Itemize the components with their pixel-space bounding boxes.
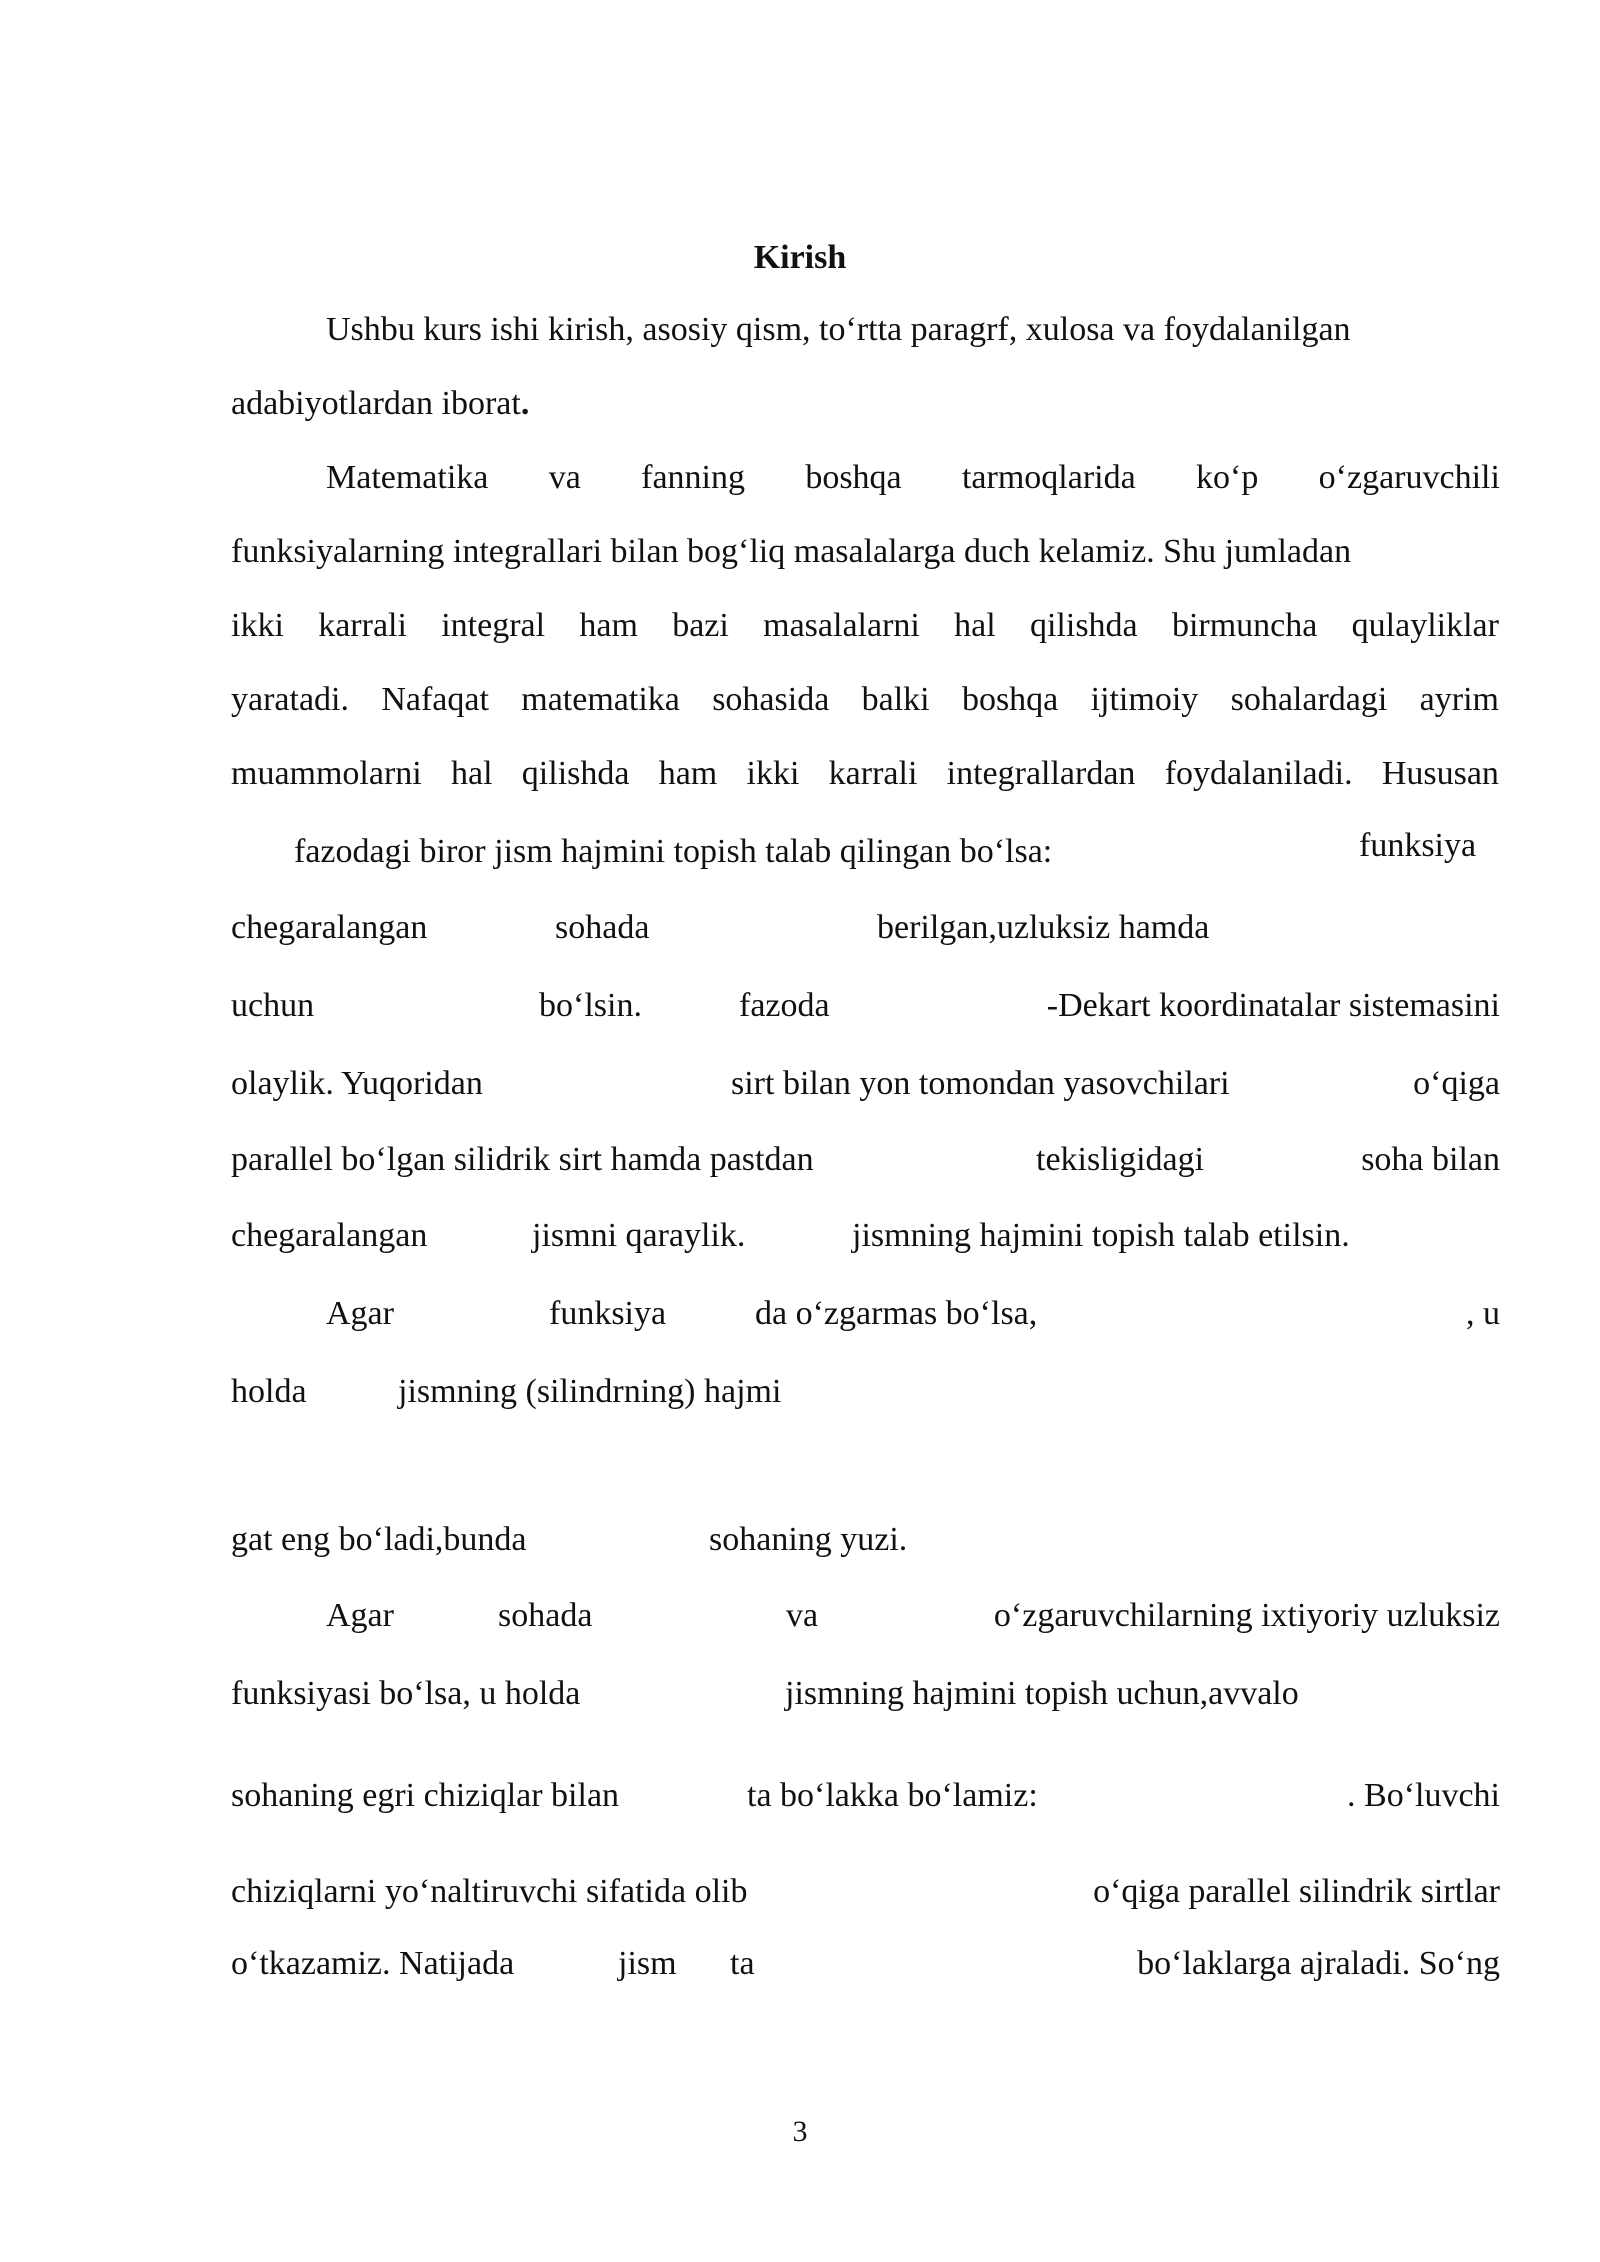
frag-j1: Agar: [326, 1597, 394, 1634]
word: hal: [954, 607, 996, 644]
frag-e3: soha bilan: [1361, 1141, 1500, 1178]
p1-line-2: [231, 382, 529, 426]
word: tarmoqlarida: [961, 459, 1136, 496]
frag-i1: gat eng bo‘ladi,bunda: [231, 1521, 527, 1558]
word: masalalarni: [763, 607, 920, 644]
frag-c1: uchun: [231, 987, 315, 1024]
frag-j3: va: [786, 1597, 819, 1634]
word: sohalardagi: [1230, 681, 1388, 718]
word: bazi: [672, 607, 729, 644]
frag-b1: chegaralangan: [231, 909, 428, 946]
word: sohasida: [712, 681, 830, 718]
frag-h2: jismning (silindrning) hajmi: [398, 1373, 782, 1410]
frag-c3: fazoda: [739, 987, 830, 1024]
word: karrali: [318, 607, 407, 644]
frag-f1: chegaralangan: [231, 1217, 428, 1254]
frag-i2: sohaning yuzi.: [709, 1521, 908, 1558]
frag-l2: ta bo‘lakka bo‘lamiz:: [747, 1777, 1038, 1814]
frag-h1: holda: [231, 1373, 307, 1410]
frag-b2: sohada: [555, 909, 650, 946]
word: ayrim: [1419, 681, 1499, 718]
frag-k1: funksiyasi bo‘lsa, u holda: [231, 1675, 581, 1712]
frag-j2: sohada: [498, 1597, 593, 1634]
word: ham: [658, 755, 718, 792]
p2-line-4: [231, 678, 1499, 722]
frag-l1: sohaning egri chiziqlar bilan: [231, 1777, 620, 1814]
word: qulayliklar: [1351, 607, 1499, 644]
text-run: Ushbu kurs ishi kirish, asosiy qism, to‘rtta paragrf, xulosa va foydalanilgan: [326, 311, 1351, 348]
word: ikki: [231, 607, 284, 644]
frag-c2: bo‘lsin.: [539, 987, 642, 1024]
frag-a2: funksiya: [1359, 827, 1477, 864]
word: karrali: [828, 755, 918, 792]
frag-g1: Agar: [326, 1295, 394, 1332]
frag-g2: funksiya: [549, 1295, 667, 1332]
frag-e2: tekisligidagi: [1036, 1141, 1205, 1178]
text-run: .: [520, 385, 530, 422]
word: boshqa: [805, 459, 902, 496]
p2-line-2: funksiyalarning integrallari bilan bog‘liq masalalarga duch kelamiz. Shu jumladan: [231, 533, 1352, 570]
word: ijtimoiy: [1090, 681, 1199, 718]
frag-c4: -Dekart koordinatalar sistemasini: [1046, 987, 1500, 1024]
word: integrallardan: [946, 755, 1136, 792]
page-number: 3: [792, 2115, 808, 2148]
word: boshqa: [961, 681, 1059, 718]
frag-g3: da o‘zgarmas bo‘lsa,: [755, 1295, 1038, 1332]
word: fanning: [641, 459, 745, 496]
frag-e1: parallel bo‘lgan silidrik sirt hamda pastdan: [231, 1141, 814, 1178]
word: Nafaqat: [381, 681, 489, 718]
word: ko‘p: [1196, 459, 1259, 496]
frag-f3: jismning hajmini topish talab etilsin.: [852, 1217, 1350, 1254]
p2-line-5: [231, 752, 1499, 796]
frag-j4: o‘zgaruvchilarning ixtiyoriy uzluksiz: [993, 1597, 1500, 1634]
frag-a1: fazodagi biror jism hajmini topish talab qilingan bo‘lsa:: [294, 833, 1053, 870]
word: matematika: [521, 681, 680, 718]
frag-b3: berilgan,uzluksiz hamda: [877, 909, 1210, 946]
frag-n1: o‘tkazamiz. Natijada: [231, 1945, 515, 1982]
p2-line-1: [326, 456, 1500, 500]
word: va: [548, 459, 581, 496]
frag-n3: ta: [730, 1945, 755, 1982]
frag-m2: o‘qiga parallel silindrik sirtlar: [1093, 1873, 1500, 1910]
word: yaratadi.: [231, 681, 349, 718]
word: hal: [451, 755, 493, 792]
word: ikki: [746, 755, 800, 792]
text-run: adabiyotlardan iborat: [231, 385, 521, 422]
frag-d3: o‘qiga: [1413, 1065, 1500, 1102]
frag-g4: , u: [1466, 1295, 1500, 1332]
word: Matematika: [326, 459, 489, 496]
word: o‘zgaruvchili: [1318, 459, 1500, 496]
word: birmuncha: [1171, 607, 1318, 644]
frag-m1: chiziqlarni yo‘naltiruvchi sifatida olib: [231, 1873, 748, 1910]
word: foydalaniladi.: [1164, 755, 1353, 792]
word: muammolarni: [231, 755, 422, 792]
frag-k2: jismning hajmini topish uchun,avvalo: [785, 1675, 1299, 1712]
frag-d1: olaylik. Yuqoridan: [231, 1065, 483, 1102]
word: ham: [579, 607, 638, 644]
p1-line-1: [326, 308, 1500, 352]
word: balki: [861, 681, 930, 718]
frag-d2: sirt bilan yon tomondan yasovchilari: [731, 1065, 1230, 1102]
word: integral: [441, 607, 546, 644]
frag-l3: . Bo‘luvchi: [1347, 1777, 1500, 1814]
p2-line-3: [231, 604, 1499, 648]
heading: Kirish: [753, 239, 847, 276]
word: qilishda: [1029, 607, 1138, 644]
frag-n4: bo‘laklarga ajraladi. So‘ng: [1137, 1945, 1500, 1982]
frag-n2: jism: [618, 1945, 677, 1982]
word: Hususan: [1381, 755, 1499, 792]
word: qilishda: [521, 755, 630, 792]
frag-f2: jismni qaraylik.: [532, 1217, 746, 1254]
